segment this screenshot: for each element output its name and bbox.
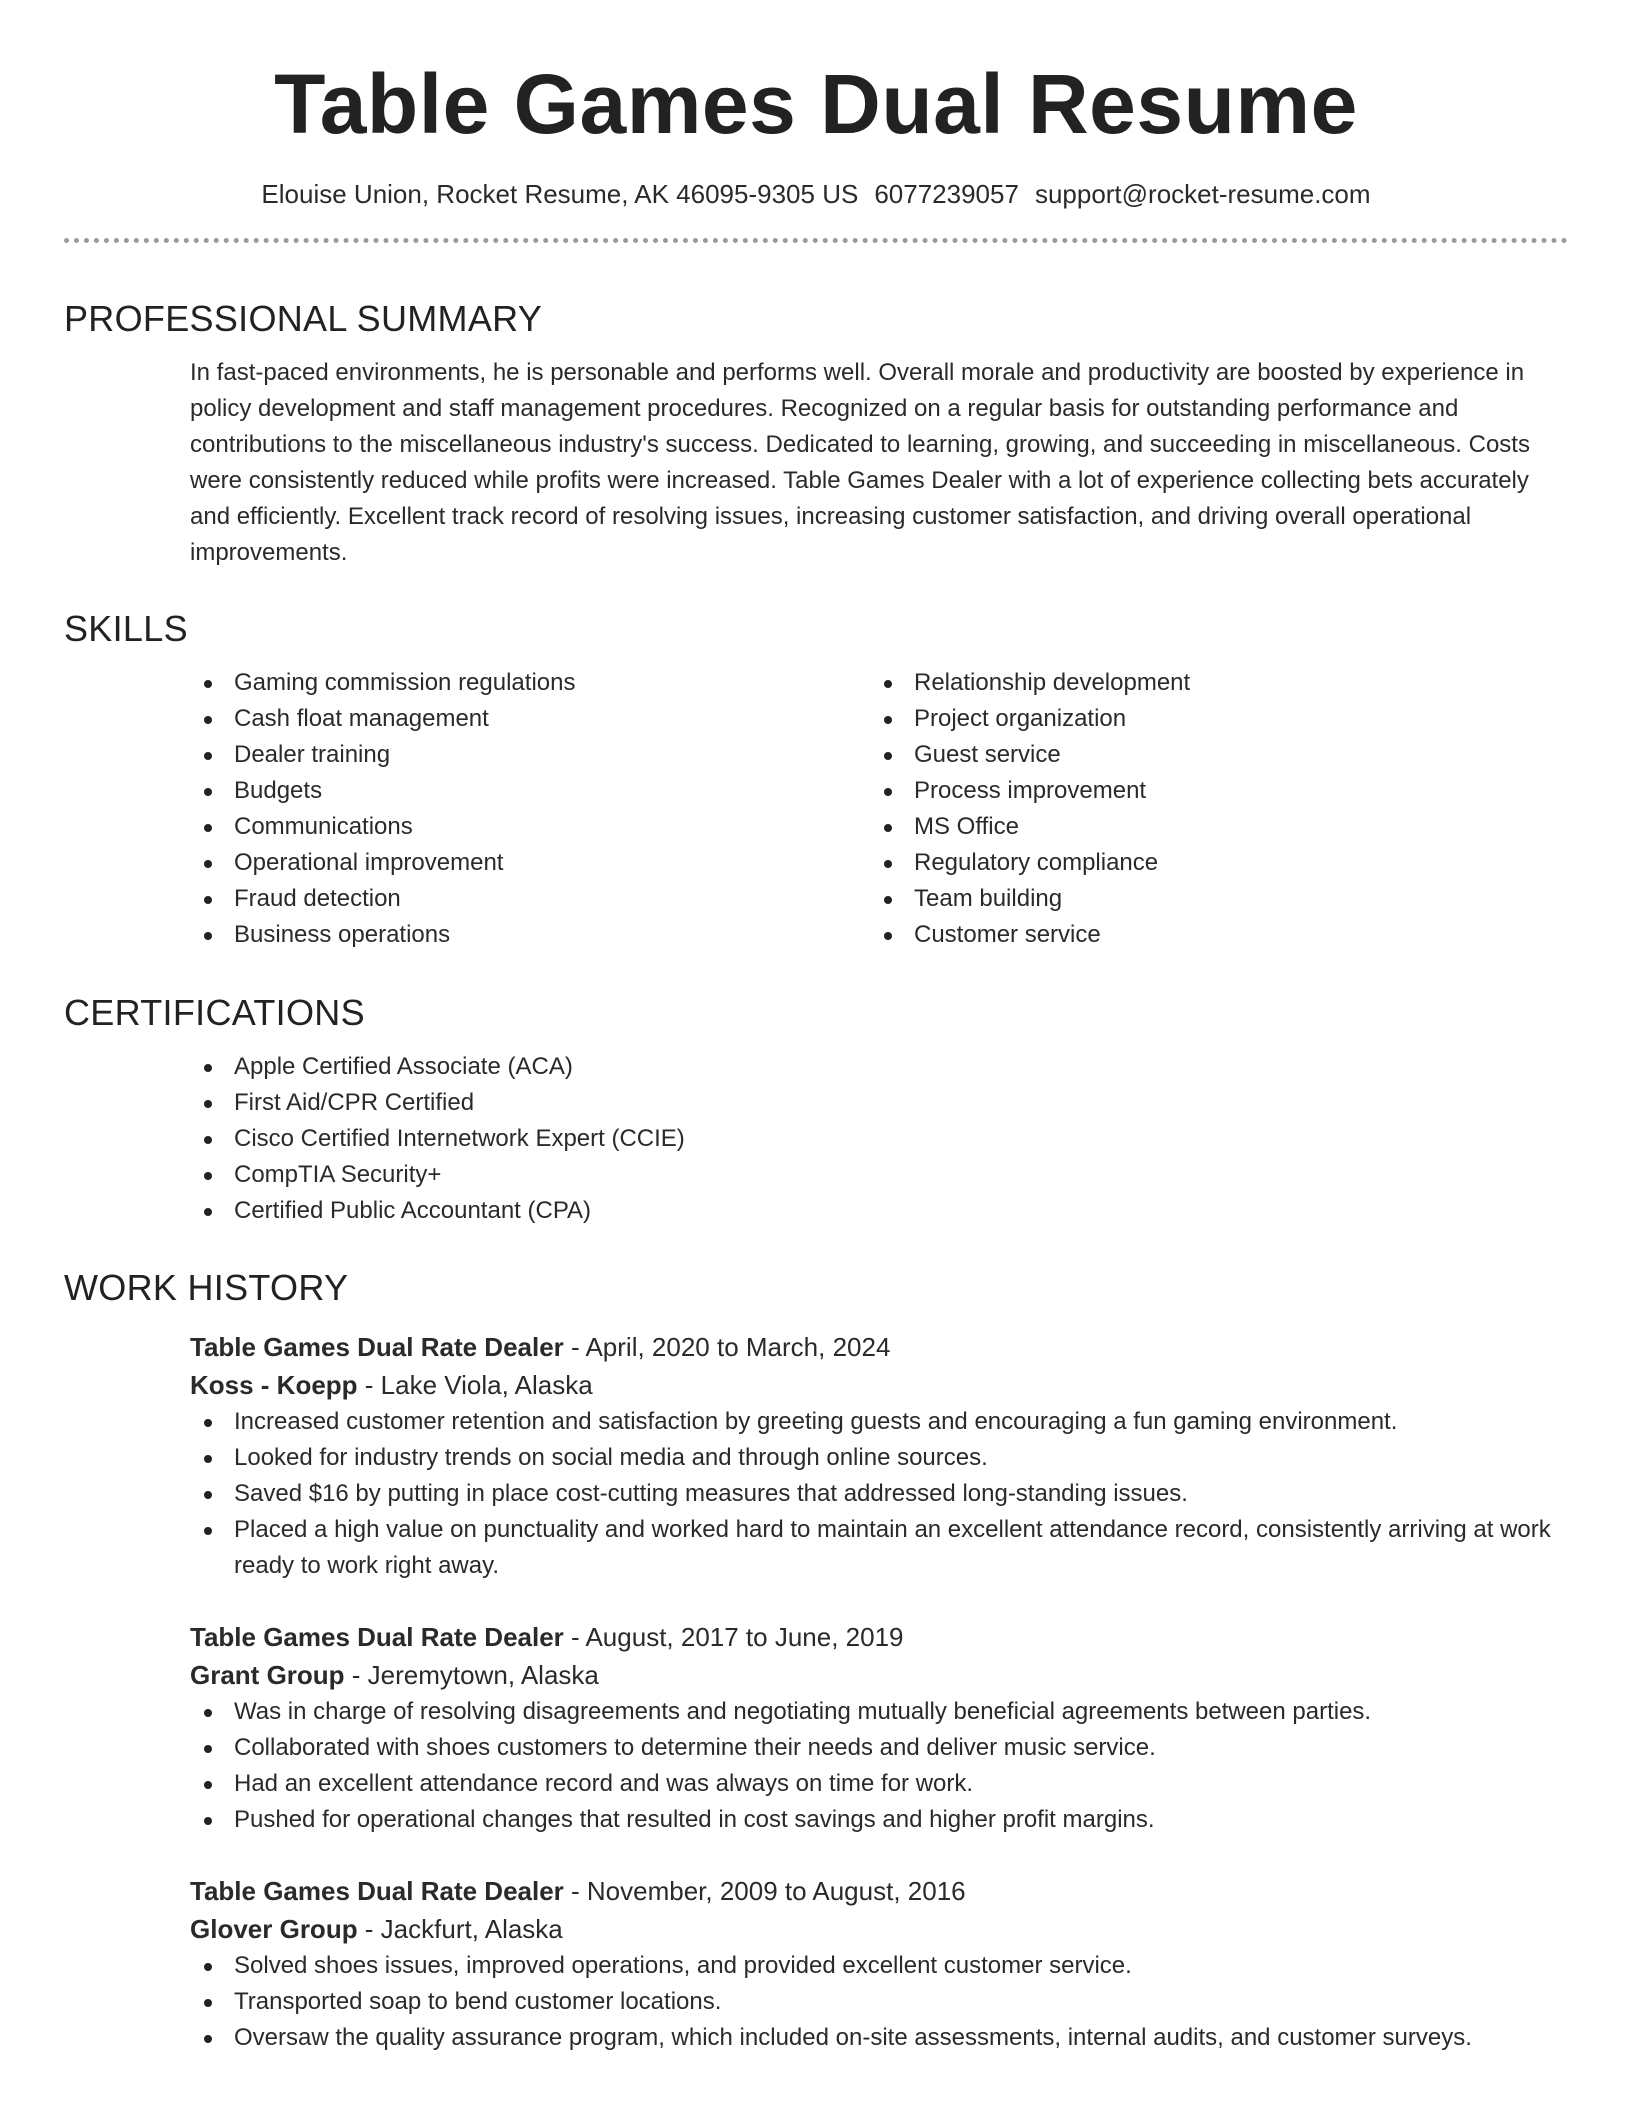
job-bullet-text: Placed a high value on punctuality and worked hard to maintain an excellent attendance record, consistently arriving at work ready to work right away. (234, 1516, 1551, 1579)
bullet-dot-icon (204, 1527, 212, 1535)
job-bullet-text: Oversaw the quality assurance program, which included on-site assessments, internal audits, and customer surveys. (234, 2024, 1472, 2051)
skill-item-text: Communications (234, 813, 413, 840)
bullet-dot-icon (204, 1064, 212, 1072)
job-company: Koss - Koepp (190, 1370, 358, 1400)
resume-title: Table Games Dual Resume (274, 57, 1358, 151)
skill-item-text: Operational improvement (234, 849, 504, 876)
certification-item (190, 1121, 1568, 1157)
bullet-dot-icon (884, 824, 892, 832)
bullet-dot-icon (884, 896, 892, 904)
certification-item-text: Apple Certified Associate (ACA) (234, 1053, 573, 1080)
skill-item-text: Budgets (234, 777, 323, 804)
job-bullet (190, 1512, 1568, 1584)
contact-address: Elouise Union, Rocket Resume, AK 46095-9305 US (261, 179, 859, 209)
bullet-dot-icon (884, 716, 892, 724)
certification-item-text: CompTIA Security+ (234, 1161, 442, 1188)
job-bullet-text: Increased customer retention and satisfaction by greeting guests and encouraging a fun gaming environment. (234, 1408, 1398, 1435)
job-location: - Jeremytown, Alaska (344, 1660, 599, 1690)
skill-item-text: MS Office (914, 813, 1019, 840)
certification-item (190, 1085, 1568, 1121)
skill-item (870, 701, 1550, 737)
bullet-dot-icon (204, 1817, 212, 1825)
job-location: - Lake Viola, Alaska (357, 1370, 593, 1400)
skill-item (190, 737, 870, 773)
job-dates: - April, 2020 to March, 2024 (563, 1332, 891, 1362)
bullet-dot-icon (884, 860, 892, 868)
bullet-dot-icon (204, 1999, 212, 2007)
skill-item (870, 773, 1550, 809)
job-bullet-text: Was in charge of resolving disagreements and negotiating mutually beneficial agreements between parties. (234, 1698, 1372, 1725)
job-bullet (190, 1948, 1568, 1984)
job-bullet (190, 1476, 1568, 1512)
job-dates: - November, 2009 to August, 2016 (563, 1876, 966, 1906)
job-company-line (190, 1656, 1568, 1694)
summary-heading: PROFESSIONAL SUMMARY (64, 298, 543, 339)
bullet-dot-icon (204, 1781, 212, 1789)
skill-item (190, 917, 870, 953)
skill-item (870, 737, 1550, 773)
job-bullet-text: Collaborated with shoes customers to determine their needs and deliver music service. (234, 1734, 1156, 1761)
bullet-dot-icon (204, 680, 212, 688)
skill-item-text: Relationship development (914, 669, 1191, 696)
bullet-dot-icon (204, 932, 212, 940)
skill-item (870, 809, 1550, 845)
bullet-dot-icon (204, 860, 212, 868)
job-bullet-text: Saved $16 by putting in place cost-cutting measures that addressed long-standing issues. (234, 1480, 1188, 1507)
skill-item-text: Regulatory compliance (914, 849, 1159, 876)
skill-item-text: Team building (914, 885, 1063, 912)
skill-item-text: Fraud detection (234, 885, 401, 912)
skill-item (190, 809, 870, 845)
skill-item-text: Guest service (914, 741, 1061, 768)
bullet-dot-icon (204, 1172, 212, 1180)
bullet-dot-icon (204, 1963, 212, 1971)
skill-item (870, 881, 1550, 917)
job-company: Grant Group (190, 1660, 345, 1690)
job-bullet (190, 1694, 1568, 1730)
bullet-dot-icon (204, 1491, 212, 1499)
bullet-dot-icon (204, 2035, 212, 2043)
job-role: Table Games Dual Rate Dealer (190, 1332, 564, 1362)
certifications-section (64, 991, 1568, 1229)
skill-item-text: Business operations (234, 921, 451, 948)
skill-item (870, 917, 1550, 953)
job-bullet-text: Looked for industry trends on social media and through online sources. (234, 1444, 988, 1471)
job-entry (190, 1872, 1568, 2056)
skill-item-text: Project organization (914, 705, 1127, 732)
skill-item-text: Customer service (914, 921, 1101, 948)
job-bullet (190, 1440, 1568, 1476)
job-bullet-list (190, 1694, 1568, 1838)
summary-text: In fast-paced environments, he is personable and performs well. Overall morale and productivity are boosted by experience in policy development and staff management procedures. Recognized on a regular basis for outstanding performance and contributions to the miscellaneous industry's success. Dedicated to learning, growing, and succeeding in miscellaneous. Costs were consistently reduced while profits were increased. Table Games Dealer with a lot of experience collecting bets accurately and efficiently. Excellent track record of resolving issues, increasing customer satisfaction, and driving overall operational improvements. (190, 359, 1530, 566)
job-role: Table Games Dual Rate Dealer (190, 1876, 564, 1906)
skills-column-left (190, 665, 870, 953)
bullet-dot-icon (204, 824, 212, 832)
resume-page (64, 0, 1568, 2051)
summary-section (64, 297, 1568, 571)
bullet-dot-icon (204, 896, 212, 904)
contact-email: support@rocket-resume.com (1034, 179, 1371, 209)
job-company-line (190, 1910, 1568, 1948)
job-company: Glover Group (190, 1914, 358, 1944)
job-bullet (190, 1730, 1568, 1766)
bullet-dot-icon (204, 752, 212, 760)
job-location: - Jackfurt, Alaska (357, 1914, 563, 1944)
skills-section (64, 607, 1568, 953)
job-bullet (190, 1984, 1568, 2020)
bullet-dot-icon (204, 1208, 212, 1216)
job-bullet (190, 1766, 1568, 1802)
work-heading: WORK HISTORY (64, 1267, 349, 1308)
skill-item (190, 701, 870, 737)
job-bullet-text: Solved shoes issues, improved operations, and provided excellent customer service. (234, 1952, 1132, 1979)
work-section (64, 1266, 1568, 2056)
bullet-dot-icon (204, 1100, 212, 1108)
job-company-line (190, 1366, 1568, 1404)
skill-item (870, 665, 1550, 701)
skills-columns (190, 665, 1568, 953)
bullet-dot-icon (884, 680, 892, 688)
job-bullet-text: Transported soap to bend customer locations. (234, 1988, 722, 2015)
skill-item-text: Process improvement (914, 777, 1147, 804)
job-bullet (190, 2020, 1568, 2056)
bullet-dot-icon (204, 1745, 212, 1753)
skills-heading: SKILLS (64, 608, 188, 649)
job-bullet-list (190, 1404, 1568, 1584)
skill-item-text: Cash float management (234, 705, 489, 732)
certification-item (190, 1157, 1568, 1193)
job-title-line (190, 1872, 1568, 1910)
job-title-line (190, 1618, 1568, 1656)
job-dates: - August, 2017 to June, 2019 (563, 1622, 904, 1652)
bullet-dot-icon (884, 932, 892, 940)
bullet-dot-icon (204, 1455, 212, 1463)
certifications-list-wrap (190, 1049, 1568, 1229)
certification-item (190, 1049, 1568, 1085)
skill-item (870, 845, 1550, 881)
job-title-line (190, 1328, 1568, 1366)
bullet-dot-icon (884, 788, 892, 796)
bullet-dot-icon (204, 1136, 212, 1144)
bullet-dot-icon (204, 788, 212, 796)
contact-phone: 6077239057 (874, 179, 1019, 209)
bullet-dot-icon (204, 1709, 212, 1717)
job-bullet-list (190, 1948, 1568, 2056)
skill-item-text: Gaming commission regulations (234, 669, 576, 696)
header-divider (64, 238, 1568, 243)
job-entry (190, 1618, 1568, 1838)
job-role: Table Games Dual Rate Dealer (190, 1622, 564, 1652)
skill-item (190, 881, 870, 917)
skill-item (190, 845, 870, 881)
certification-item (190, 1193, 1568, 1229)
contact-line (64, 178, 1568, 210)
skill-item (190, 773, 870, 809)
skills-column-right (870, 665, 1550, 953)
certifications-heading: CERTIFICATIONS (64, 992, 365, 1033)
skill-item (190, 665, 870, 701)
job-bullet (190, 1802, 1568, 1838)
certification-item-text: First Aid/CPR Certified (234, 1089, 475, 1116)
job-entry (190, 1328, 1568, 1584)
bullet-dot-icon (204, 716, 212, 724)
job-bullet-text: Pushed for operational changes that resulted in cost savings and higher profit margins. (234, 1806, 1155, 1833)
bullet-dot-icon (884, 752, 892, 760)
skill-item-text: Dealer training (234, 741, 391, 768)
certification-item-text: Certified Public Accountant (CPA) (234, 1197, 592, 1224)
job-bullet (190, 1404, 1568, 1440)
bullet-dot-icon (204, 1419, 212, 1427)
job-bullet-text: Had an excellent attendance record and was always on time for work. (234, 1770, 974, 1797)
certification-item-text: Cisco Certified Internetwork Expert (CCIE) (234, 1125, 685, 1152)
